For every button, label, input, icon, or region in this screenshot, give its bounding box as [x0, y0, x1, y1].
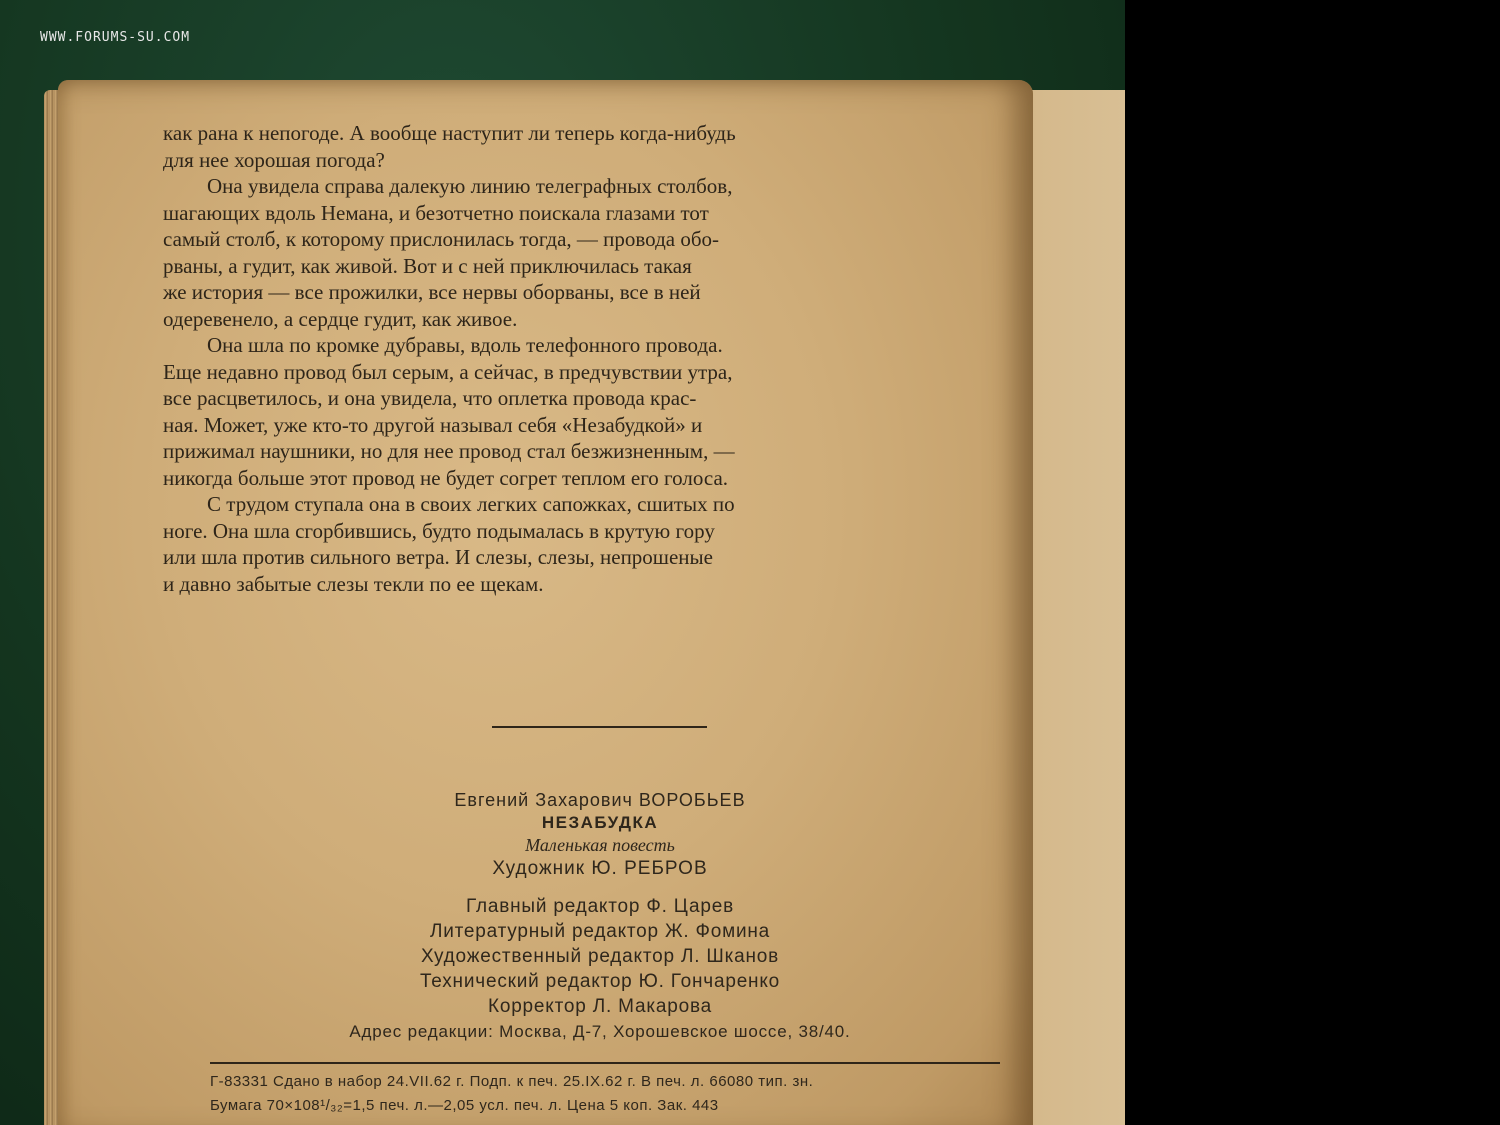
text-line: ная. Может, уже кто-то другой называл себя «Незабудкой» и	[163, 412, 703, 437]
text-line: самый столб, к которому прислонилась тогда, — провода обо-	[163, 227, 720, 251]
text-line: и давно забытые слезы текли по ее щекам.	[163, 571, 544, 596]
text-line: никогда больше этот провод не будет согрет теплом его голоса.	[163, 465, 729, 490]
watermark: WWW.FORUMS-SU.COM	[40, 30, 191, 45]
text-line: Она увидела справа далекую линию телеграфных столбов,	[207, 174, 733, 198]
imprint-line: Бумага 70×108¹/₃₂=1,5 печ. л.—2,05 усл. печ. л. Цена 5 коп. Зак. 443	[210, 1097, 719, 1114]
artist-credit: Художник Ю. РЕБРОВ	[492, 858, 708, 879]
staff-credit: Главный редактор Ф. Царев	[465, 896, 735, 917]
text-line: ноге. Она шла сгорбившись, будто подымалась в крутую гору	[163, 518, 715, 543]
text-line: шагающих вдоль Немана, и безотчетно поискала глазами тот	[163, 200, 709, 225]
text-line: как рана к непогоде. А вообще наступит ли теперь когда-нибудь	[163, 121, 736, 145]
text-line: Она шла по кромке дубравы, вдоль телефонного провода.	[207, 333, 723, 357]
text-line: же история — все прожилки, все нервы оборваны, все в ней	[163, 280, 701, 304]
imprint-block	[210, 1070, 1010, 1118]
imprint-line: Г-83331 Сдано в набор 24.VII.62 г. Подп. к печ. 25.IX.62 г. В печ. л. 66080 тип. зн.	[210, 1073, 814, 1090]
colophon-credits	[180, 790, 1020, 1045]
editorial-address: Адрес редакции: Москва, Д-7, Хорошевское шоссе, 38/40.	[349, 1022, 851, 1041]
text-line: все расцветилось, и она увидела, что оплетка провода крас-	[163, 386, 697, 410]
section-divider	[492, 726, 707, 728]
staff-credit: Художественный редактор Л. Шканов	[420, 946, 780, 967]
black-side-panel	[1125, 0, 1500, 1125]
text-line: рваны, а гудит, как живой. Вот и с ней приключилась такая	[163, 253, 692, 278]
text-line: Еще недавно провод был серым, а сейчас, в предчувствии утра,	[163, 359, 733, 384]
text-line: прижимал наушники, но для нее провод стал безжизненным, —	[163, 439, 735, 463]
staff-credit: Литературный редактор Ж. Фомина	[429, 921, 771, 942]
staff-credit: Корректор Л. Макарова	[487, 996, 713, 1017]
author-name: Евгений Захарович ВОРОБЬЕВ	[454, 790, 746, 810]
book-subtitle: Маленькая повесть	[525, 835, 675, 855]
text-line: для нее хорошая погода?	[163, 147, 385, 172]
staff-credit: Технический редактор Ю. Гончаренко	[419, 971, 781, 992]
book-title: НЕЗАБУДКА	[541, 813, 659, 832]
body-text	[163, 120, 883, 597]
imprint-rule	[210, 1062, 1000, 1064]
text-line: или шла против сильного ветра. И слезы, слезы, непрошеные	[163, 545, 713, 569]
text-line: С трудом ступала она в своих легких сапожках, сшитых по	[207, 492, 735, 516]
text-line: одеревенело, а сердце гудит, как живое.	[163, 306, 518, 331]
